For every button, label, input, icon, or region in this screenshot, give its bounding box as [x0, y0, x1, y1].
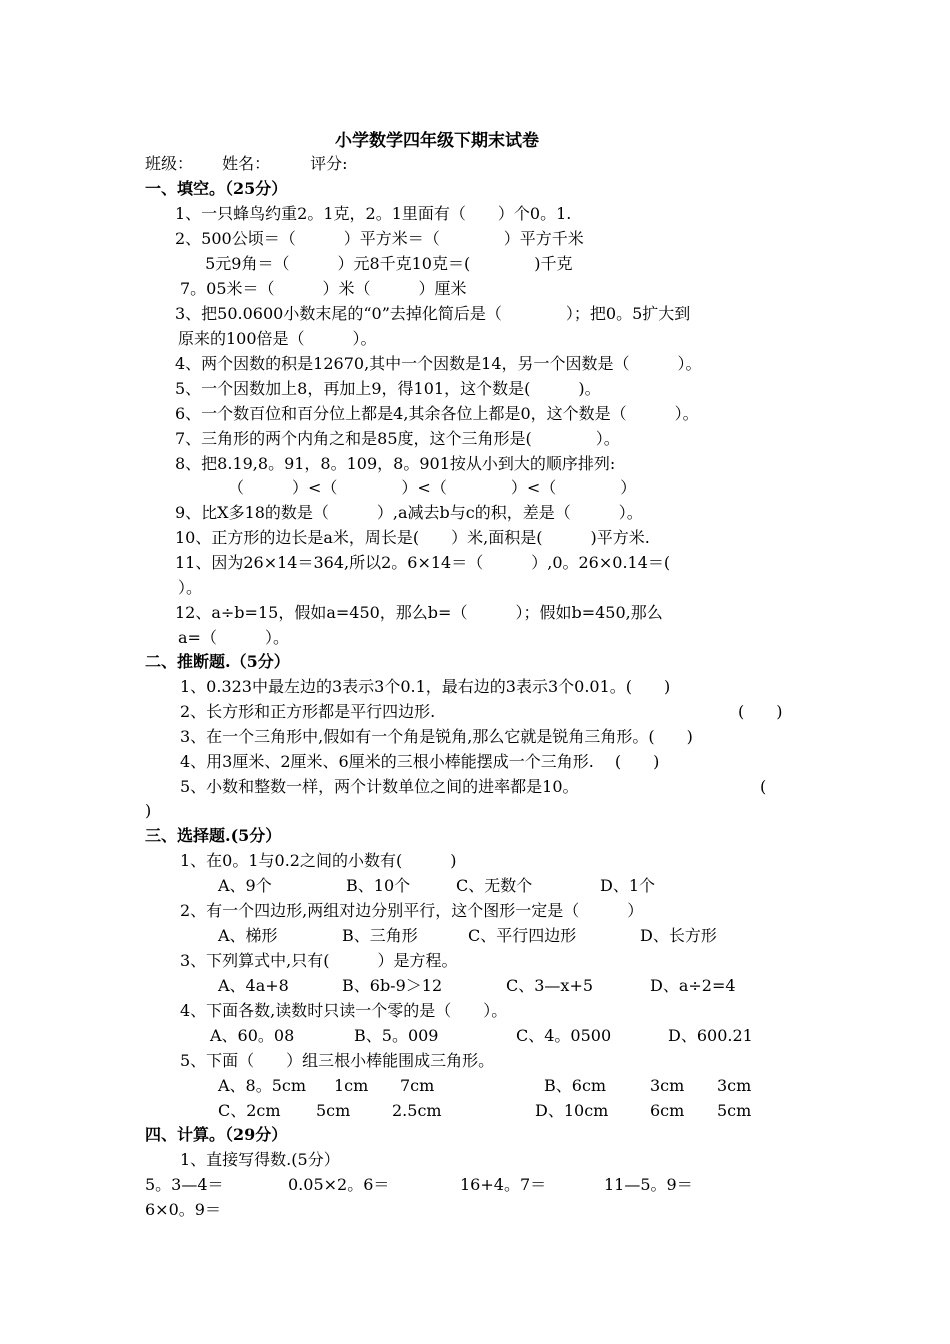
choice-option: C、平行四边形	[468, 926, 577, 945]
choice-option: D、长方形	[640, 926, 717, 945]
section-heading-choice: 三、选择题.(5分）	[145, 826, 282, 845]
question-line: （ ）<（ ）<（ ）<（ ）	[228, 478, 637, 497]
section-heading-judgement: 二、推断题.（5分）	[145, 652, 290, 671]
choice-option: 5cm	[316, 1101, 351, 1120]
question-line: 12、a÷b=15，假如a=450，那么b=（ ）；假如b=450,那么	[175, 603, 663, 622]
question-line: 8、把8.19,8。91，8。109，8。901按从小到大的顺序排列:	[175, 454, 616, 473]
calc-item: 6×0。9＝	[145, 1200, 221, 1219]
question-line: 5、下面（ ）组三根小棒能围成三角形。	[180, 1051, 495, 1070]
choice-option: B、5。009	[354, 1026, 439, 1045]
question-line: 2、500公顷＝（ ）平方米＝（ ）平方千米	[175, 229, 584, 248]
question-line: 7、三角形的两个内角之和是85度，这个三角形是( ）。	[175, 429, 620, 448]
question-line: 3、在一个三角形中,假如有一个角是锐角,那么它就是锐角三角形。( )	[180, 727, 693, 746]
question-line: 11、因为26×14＝364,所以2。6×14＝（ ）,0。26×0.14＝(	[175, 553, 671, 572]
choice-option: D、a÷2=4	[650, 976, 736, 995]
question-line: 7。05米＝（ ）米（ ）厘米	[180, 279, 467, 298]
question-line: 1、在0。1与0.2之间的小数有( )	[180, 851, 457, 870]
choice-option: 1cm	[334, 1076, 369, 1095]
section-heading-calculation: 四、计算。（29分）	[145, 1125, 288, 1144]
choice-option: A、8。5cm	[218, 1076, 307, 1095]
question-line: 2、长方形和正方形都是平行四边形.	[180, 702, 436, 721]
question-line: 原来的100倍是（ ）。	[178, 329, 377, 348]
answer-bracket: )	[145, 801, 152, 820]
choice-option: B、6cm	[544, 1076, 607, 1095]
answer-bracket: ( )	[738, 702, 783, 721]
choice-option: 5cm	[717, 1101, 752, 1120]
choice-option: 3cm	[650, 1076, 685, 1095]
question-line: 5元9角＝（ ）元8千克10克＝( )千克	[200, 254, 573, 273]
question-line: 10、正方形的边长是a米，周长是( ）米,面积是( )平方米.	[175, 528, 650, 547]
question-line: 4、下面各数,读数时只读一个零的是（ ）。	[180, 1001, 508, 1020]
choice-option: C、无数个	[456, 876, 533, 895]
question-line: 5、小数和整数一样，两个计数单位之间的进率都是10。	[180, 777, 579, 796]
choice-option: 7cm	[400, 1076, 435, 1095]
question-line: 3、下列算式中,只有( ）是方程。	[180, 951, 458, 970]
question-line: ）。	[178, 578, 203, 597]
choice-option: A、60。08	[210, 1026, 295, 1045]
question-line: 4、两个因数的积是12670,其中一个因数是14，另一个因数是（ ）。	[175, 354, 702, 373]
choice-option: D、600.21	[668, 1026, 753, 1045]
question-line: 6、一个数百位和百分位上都是4,其余各位上都是0，这个数是（ ）。	[175, 404, 699, 423]
choice-option: C、4。0500	[516, 1026, 612, 1045]
choice-option: C、2cm	[218, 1101, 281, 1120]
calc-item: 16+4。7＝	[460, 1175, 547, 1194]
question-line: 1、一只蜂鸟约重2。1克，2。1里面有（ ）个0。1.	[175, 204, 572, 223]
choice-option: A、9个	[218, 876, 272, 895]
choice-option: B、三角形	[342, 926, 418, 945]
question-line: 3、把50.0600小数末尾的“0”去掉化简后是（ ）；把0。5扩大到	[175, 304, 691, 323]
choice-option: 3cm	[717, 1076, 752, 1095]
question-line: 1、0.323中最左边的3表示3个0.1，最右边的3表示3个0.01。( )	[180, 677, 671, 696]
question-line: 5、一个因数加上8，再加上9，得101，这个数是( )。	[175, 379, 601, 398]
choice-option: 6cm	[650, 1101, 685, 1120]
calc-item: 5。3—4＝	[145, 1175, 224, 1194]
question-line: 9、比X多18的数是（ ）,a减去b与c的积，差是（ ）。	[175, 503, 643, 522]
question-line: 2、有一个四边形,两组对边分别平行，这个图形一定是（ ）	[180, 901, 644, 920]
calc-item: 11—5。9＝	[604, 1175, 693, 1194]
question-line: a=（ ）。	[178, 628, 289, 647]
choice-option: B、6b-9＞12	[342, 976, 443, 995]
question-line: 4、用3厘米、2厘米、6厘米的三根小棒能摆成一个三角形. ( )	[180, 752, 660, 771]
choice-option: D、1个	[600, 876, 656, 895]
section-heading-fill-blank: 一、填空。（25分）	[145, 179, 288, 198]
choice-option: A、梯形	[218, 926, 278, 945]
choice-option: D、10cm	[535, 1101, 609, 1120]
choice-option: C、3—x+5	[506, 976, 594, 995]
student-info-line: 班级： 姓名： 评分:	[145, 154, 348, 173]
answer-bracket: (	[760, 777, 767, 796]
exam-title: 小学数学四年级下期末试卷	[335, 131, 539, 151]
question-line: 1、直接写得数.(5分）	[180, 1150, 340, 1169]
choice-option: 2.5cm	[392, 1101, 442, 1120]
calc-item: 0.05×2。6＝	[288, 1175, 390, 1194]
choice-option: A、4a+8	[218, 976, 289, 995]
choice-option: B、10个	[346, 876, 411, 895]
